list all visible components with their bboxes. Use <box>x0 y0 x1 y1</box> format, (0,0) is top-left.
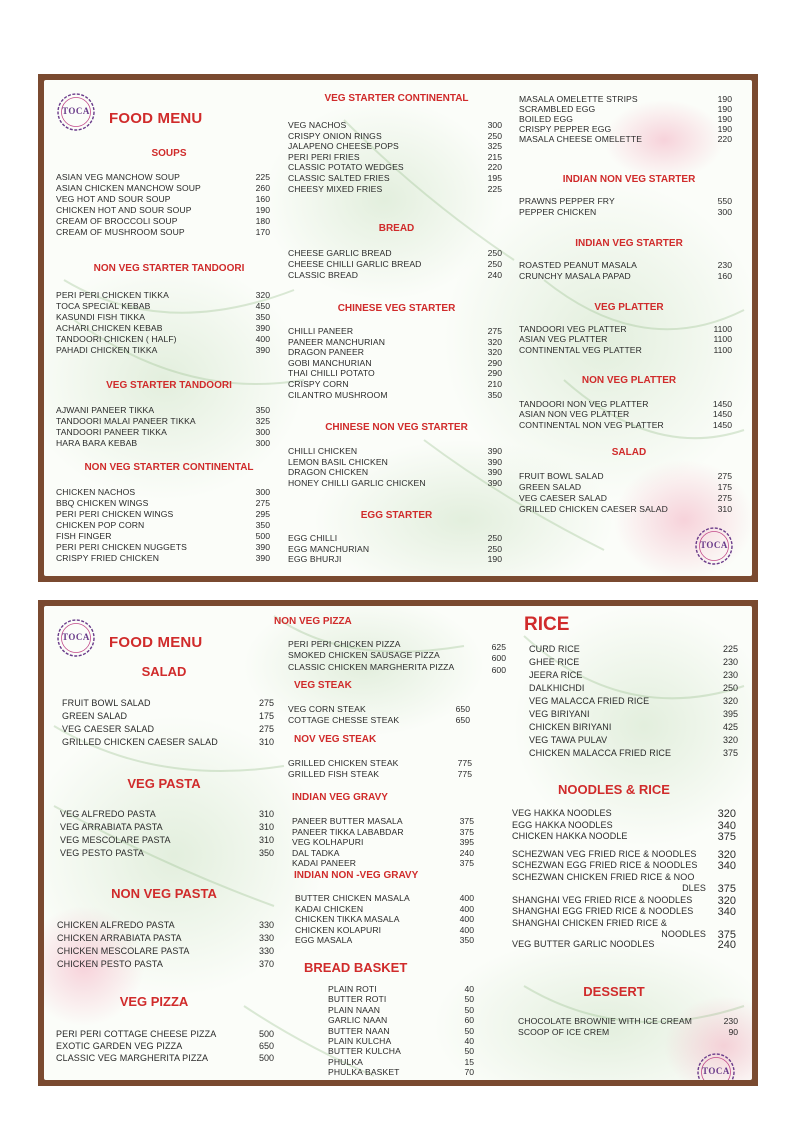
menu-item-price: 375 <box>459 826 474 837</box>
menu-item-price: 240 <box>717 939 736 952</box>
section-title: NON VEG STARTER CONTINENTAL <box>84 462 254 473</box>
menu-item-name: CILANTRO MUSHROOM <box>288 389 388 400</box>
section-title: VEG PASTA <box>127 776 201 791</box>
menu-item-price: 390 <box>255 553 270 563</box>
menu-item-price: 320 <box>722 735 738 745</box>
menu-item-name: VEG BIRIYANI <box>529 709 590 719</box>
menu-item-price: 250 <box>487 130 502 141</box>
menu-item-name: CHICKEN HOT AND SOUR SOUP <box>56 205 192 215</box>
menu-item-price: 225 <box>487 183 502 194</box>
menu-item-price: 340 <box>717 819 736 832</box>
menu-item-name: CLASSIC BREAD <box>288 270 359 280</box>
menu-item-price: 230 <box>723 1016 738 1026</box>
menu-item-name: PERI PERI FRIES <box>288 151 360 162</box>
menu-item-name: EGG HAKKA NOODLES <box>512 819 613 830</box>
menu-item-name: SHANGHAI VEG FRIED RICE & NOODLES <box>512 894 693 905</box>
menu-item-price: 170 <box>255 227 270 237</box>
menu-item-name: PANEER MANCHURIAN <box>288 336 386 347</box>
menu-item-price: 350 <box>459 935 474 946</box>
menu-item-price: 250 <box>722 683 738 693</box>
menu-item-price: 375 <box>722 748 738 758</box>
menu-item-price: 310 <box>258 822 274 832</box>
menu-item-name: ASIAN VEG MANCHOW SOUP <box>56 172 180 182</box>
menu-item-name: CONTINENTAL VEG PLATTER <box>519 344 642 355</box>
menu-item-name: SCHEZWAN EGG FRIED RICE & NOODLES <box>512 860 698 871</box>
menu-item-name: EGG BHURJI <box>288 554 342 565</box>
menu-item-name: CRISPY CORN <box>288 379 349 389</box>
menu-item-price: 220 <box>487 162 502 173</box>
menu-item-price: 295 <box>255 509 270 519</box>
menu-item-price: 400 <box>459 914 474 925</box>
menu-item-name: TANDOORI CHICKEN ( HALF) <box>56 334 177 344</box>
menu-item-name: KADAI PANEER <box>292 858 357 869</box>
menu-item-name: GREEN SALAD <box>62 711 128 721</box>
menu-item-price: 190 <box>717 94 732 104</box>
menu-item-price: 1450 <box>712 399 732 409</box>
section-title: SOUPS <box>151 148 187 159</box>
menu-item-price: 50 <box>464 1004 474 1015</box>
menu-item-name: AJWANI PANEER TIKKA <box>56 405 155 415</box>
menu-page-1-sheet <box>44 80 752 576</box>
menu-item-price: 190 <box>717 114 732 124</box>
menu-item-name: KADAI CHICKEN <box>295 903 364 914</box>
menu-item-price: 290 <box>487 357 502 368</box>
menu-item-name: MASALA OMELETTE STRIPS <box>519 94 638 104</box>
menu-item-price: 320 <box>722 696 738 706</box>
menu-item-name: JALAPENO CHEESE POPS <box>288 141 399 152</box>
menu-item-price: 390 <box>487 446 502 456</box>
menu-item-name: CHICKEN ARRABIATA PASTA <box>57 933 182 943</box>
menu-item-price: 370 <box>258 959 274 969</box>
menu-item-name: ROASTED PEANUT MASALA <box>519 260 637 270</box>
menu-item-price: 40 <box>464 1036 474 1046</box>
menu-item-name: PLAIN KULCHA <box>328 1036 392 1046</box>
menu-item-name: HONEY CHILLI GARLIC CHICKEN <box>288 477 426 488</box>
menu-item-price: 320 <box>487 347 502 358</box>
menu-item-name: GRILLED CHICKEN STEAK <box>288 758 399 768</box>
section-title: INDIAN VEG GRAVY <box>292 792 388 803</box>
menu-item-price: 550 <box>717 196 732 206</box>
menu-item-price: 160 <box>255 194 270 204</box>
menu-item-price: 330 <box>258 920 274 930</box>
menu-item-price: 275 <box>717 471 732 481</box>
menu-item-name: SMOKED CHICKEN SAUSAGE PIZZA <box>288 650 440 661</box>
menu-item-name: ACHARI CHICKEN KEBAB <box>56 323 163 333</box>
menu-item-price: 1100 <box>713 334 732 345</box>
menu-item-name: VEG HAKKA NOODLES <box>512 808 612 818</box>
menu-item-name: SHANGHAI CHICKEN FRIED RICE & <box>512 917 667 928</box>
menu-item-name: GOBI MANCHURIAN <box>288 357 372 368</box>
menu-item-price: 375 <box>717 831 736 844</box>
section-title: NON VEG STARTER TANDOORI <box>93 263 245 274</box>
menu-item-name: PERI PERI CHICKEN NUGGETS <box>56 542 187 552</box>
logo-text: TOCA <box>702 1066 730 1076</box>
menu-item-price: 350 <box>258 848 274 858</box>
menu-item-name: CLASSIC POTATO WEDGES <box>288 162 404 173</box>
menu-item-name: DAL TADKA <box>292 847 340 858</box>
menu-item-price: 325 <box>487 141 502 152</box>
menu-item-name: DRAGON CHICKEN <box>288 467 369 478</box>
menu-item-price: 310 <box>258 737 274 747</box>
menu-item-name: TOCA SPECIAL KEBAB <box>56 301 151 311</box>
menu-item-name: CHILLI PANEER <box>288 326 354 336</box>
menu-item-name: PEPPER CHICKEN <box>519 206 597 217</box>
menu-item-price: 350 <box>255 520 270 530</box>
menu-item-price: 325 <box>255 416 270 426</box>
menu-item-name: CRUNCHY MASALA PAPAD <box>519 270 631 281</box>
menu-item-name: BUTTER NAAN <box>328 1025 390 1036</box>
menu-item-name: CHEESE GARLIC BREAD <box>288 248 392 258</box>
menu-item-name: COTTAGE CHESSE STEAK <box>288 715 400 726</box>
menu-item-name: VEG CAESER SALAD <box>62 724 155 734</box>
menu-item-price: 220 <box>717 134 732 144</box>
menu-item-name: ASIAN CHICKEN MANCHOW SOUP <box>56 183 201 193</box>
menu-item-name: PANEER TIKKA LABABDAR <box>292 826 404 837</box>
menu-item-name: SCHEZWAN CHICKEN FRIED RICE & NOO <box>512 872 695 882</box>
menu-item-price: 450 <box>255 301 270 311</box>
section-title: INDIAN NON VEG STARTER <box>562 174 696 185</box>
menu-item-price: 190 <box>487 554 502 565</box>
menu-item-price: 275 <box>717 493 732 503</box>
section-title: VEG PIZZA <box>119 994 189 1009</box>
menu-page-1 <box>38 74 758 582</box>
menu-item-name: VEG CORN STEAK <box>288 704 366 714</box>
menu-item-price: 425 <box>722 722 738 732</box>
menu-item-name: VEG ARRABIATA PASTA <box>60 822 163 832</box>
section-title: BREAD <box>378 223 415 234</box>
menu-item-price: 310 <box>258 809 274 819</box>
section-title: NON VEG PASTA <box>111 886 217 901</box>
menu-item-name: CREAM OF MUSHROOM SOUP <box>56 227 185 237</box>
menu-item-name: PANEER BUTTER MASALA <box>292 816 403 826</box>
section-title: INDIAN NON -VEG GRAVY <box>294 870 419 881</box>
menu-item-name: BUTTER KULCHA <box>328 1046 401 1057</box>
menu-item-name: VEG MESCOLARE PASTA <box>60 835 171 845</box>
menu-item-name: VEG TAWA PULAV <box>529 735 608 745</box>
menu-item-name: TANDOORI NON VEG PLATTER <box>519 399 649 409</box>
menu-item-name: EGG MASALA <box>295 935 353 946</box>
menu-item-name: CHICKEN MESCOLARE PASTA <box>57 946 190 956</box>
menu-item-price: 390 <box>487 477 502 488</box>
menu-item-price: 775 <box>457 758 472 768</box>
menu-item-price: 300 <box>255 487 270 497</box>
menu-item-price: 225 <box>255 172 270 182</box>
section-title: RICE <box>524 614 570 635</box>
menu-item-price: 375 <box>717 928 736 941</box>
section-title: DESSERT <box>583 984 645 999</box>
section-title: BREAD BASKET <box>304 960 408 975</box>
menu-item-name: VEG PESTO PASTA <box>60 848 145 858</box>
menu-item-price: 395 <box>459 837 474 848</box>
menu-item-name: CRISPY PEPPER EGG <box>519 124 612 134</box>
menu-item-price: 275 <box>255 498 270 508</box>
menu-item-name: GRILLED FISH STEAK <box>288 769 380 780</box>
toca-logo-bottom <box>694 526 734 566</box>
menu-item-name: SCHEZWAN VEG FRIED RICE & NOODLES <box>512 848 697 859</box>
menu-item-price: 400 <box>459 903 474 914</box>
menu-item-price: 190 <box>717 124 732 134</box>
menu-item-name: THAI CHILLI POTATO <box>288 368 375 379</box>
menu-item-name: GRILLED CHICKEN CAESER SALAD <box>519 504 668 514</box>
menu-item-price: 290 <box>487 368 502 379</box>
menu-item-price: 1100 <box>713 344 732 355</box>
logo-text: TOCA <box>62 106 90 116</box>
menu-item-price: 500 <box>258 1029 274 1039</box>
menu-item-price: 350 <box>255 405 270 415</box>
section-title: SALAD <box>141 664 187 679</box>
menu-item-name: GRILLED CHICKEN CAESER SALAD <box>62 737 218 747</box>
menu-item-price: 300 <box>717 206 732 217</box>
menu-item-name: PHULKA <box>328 1056 363 1067</box>
menu-item-name: KASUNDI FISH TIKKA <box>56 312 146 322</box>
menu-item-name: CHICKEN NACHOS <box>56 487 136 497</box>
menu-item-price: 230 <box>722 657 738 667</box>
menu-item-name: BOILED EGG <box>519 114 574 124</box>
menu-item-name: VEG KOLHAPURI <box>292 837 364 848</box>
section-title: NON VEG PIZZA <box>274 616 352 627</box>
menu-item-price: 300 <box>255 427 270 437</box>
menu-item-name: GARLIC NAAN <box>328 1015 388 1026</box>
section-title: VEG PLATTER <box>594 302 664 313</box>
menu-item-name: TANDOORI VEG PLATTER <box>519 324 627 334</box>
menu-item-name: GREEN SALAD <box>519 482 582 492</box>
menu-item-name: CHICKEN ALFREDO PASTA <box>57 920 175 930</box>
menu-item-price: 175 <box>717 482 732 492</box>
menu-item-price: 275 <box>487 326 502 336</box>
menu-item-name: CHOCOLATE BROWNIE WITH ICE CREAM <box>518 1016 692 1026</box>
menu-item-price: 320 <box>717 808 736 820</box>
menu-item-price: 600 <box>491 664 506 675</box>
menu-item-price: 250 <box>487 533 502 543</box>
menu-item-price: 190 <box>717 104 732 114</box>
menu-item-price: 90 <box>728 1027 738 1037</box>
menu-item-name: TANDOORI MALAI PANEER TIKKA <box>56 416 196 426</box>
menu-item-price: 330 <box>258 933 274 943</box>
menu-item-price: 390 <box>255 542 270 552</box>
section-title: EGG STARTER <box>360 510 433 521</box>
menu-item-price: 775 <box>457 769 472 780</box>
menu-item-price: 395 <box>722 709 738 719</box>
menu-item-price: 250 <box>487 259 502 269</box>
menu-item-price: 390 <box>255 345 270 355</box>
menu-item-name: DALKHICHDI <box>529 683 585 693</box>
menu-item-name: ASIAN VEG PLATTER <box>519 334 608 345</box>
menu-item-name: GHEE RICE <box>529 657 580 667</box>
menu-item-price: 1100 <box>713 324 732 334</box>
menu-item-price: 175 <box>258 711 274 721</box>
menu-item-name: VEG ALFREDO PASTA <box>60 809 156 819</box>
menu-item-price: 625 <box>491 642 506 652</box>
menu-item-name-continued: NOODLES <box>661 928 706 939</box>
menu-title: FOOD MENU <box>109 634 203 651</box>
menu-item-price: 320 <box>717 894 736 907</box>
menu-item-name: CHILLI CHICKEN <box>288 446 358 456</box>
menu-item-price: 350 <box>255 312 270 322</box>
menu-item-name: CHICKEN POP CORN <box>56 520 145 530</box>
menu-item-price: 60 <box>464 1015 474 1026</box>
menu-item-price: 320 <box>255 290 270 300</box>
menu-item-price: 240 <box>459 847 474 858</box>
menu-item-name: SHANGHAI EGG FRIED RICE & NOODLES <box>512 906 694 917</box>
section-title: NOV VEG STEAK <box>294 734 377 745</box>
menu-item-name: ASIAN NON VEG PLATTER <box>519 409 630 420</box>
menu-item-name: CHEESY MIXED FRIES <box>288 183 383 194</box>
menu-item-name: CLASSIC VEG MARGHERITA PIZZA <box>56 1053 209 1063</box>
menu-item-price: 230 <box>722 670 738 680</box>
menu-item-price: 650 <box>258 1041 274 1051</box>
menu-item-price: 160 <box>717 270 732 281</box>
menu-item-name: MASALA CHEESE OMELETTE <box>519 134 643 144</box>
toca-logo <box>56 618 96 658</box>
menu-item-price: 180 <box>255 216 270 226</box>
menu-item-name: CHICKEN MALACCA FRIED RICE <box>529 748 672 758</box>
menu-item-name: CHICKEN BIRIYANI <box>529 722 612 732</box>
menu-item-name: BUTTER CHICKEN MASALA <box>295 893 410 903</box>
menu-item-price: 275 <box>258 698 274 708</box>
menu-item-name: LEMON BASIL CHICKEN <box>288 456 388 467</box>
menu-page-2 <box>38 600 758 1086</box>
menu-item-price: 215 <box>487 151 502 162</box>
menu-item-name: EGG MANCHURIAN <box>288 543 370 554</box>
menu-item-price: 330 <box>258 946 274 956</box>
menu-item-price: 210 <box>487 379 502 389</box>
menu-item-price: 300 <box>255 438 270 448</box>
section-title: VEG STEAK <box>294 680 352 691</box>
menu-item-name: CRISPY ONION RINGS <box>288 130 382 141</box>
menu-item-name: PLAIN ROTI <box>328 984 377 994</box>
menu-item-price: 650 <box>455 704 470 714</box>
menu-item-price: 320 <box>487 336 502 347</box>
menu-item-name: EXOTIC GARDEN VEG PIZZA <box>56 1041 183 1051</box>
menu-item-price: 230 <box>717 260 732 270</box>
toca-logo-bottom <box>696 1052 736 1080</box>
menu-item-price: 340 <box>717 906 736 919</box>
section-title: NON VEG PLATTER <box>581 375 677 386</box>
menu-item-price: 650 <box>455 715 470 726</box>
menu-item-price: 50 <box>464 1046 474 1057</box>
menu-item-name: PERI PERI CHICKEN TIKKA <box>56 290 169 300</box>
section-title: INDIAN VEG STARTER <box>575 238 683 249</box>
menu-item-name: CREAM OF BROCCOLI SOUP <box>56 216 178 226</box>
menu-item-price: 40 <box>464 984 474 994</box>
menu-item-price: 400 <box>255 334 270 344</box>
menu-item-price: 390 <box>255 323 270 333</box>
menu-item-price: 275 <box>258 724 274 734</box>
section-title: CHINESE NON VEG STARTER <box>325 422 468 433</box>
menu-item-price: 1450 <box>712 419 732 430</box>
menu-item-name: FRUIT BOWL SALAD <box>519 471 604 481</box>
logo-text: TOCA <box>62 632 90 642</box>
menu-item-price: 310 <box>717 504 732 514</box>
menu-item-name: CURD RICE <box>529 644 580 654</box>
menu-title: FOOD MENU <box>109 110 203 127</box>
menu-item-price: 310 <box>258 835 274 845</box>
menu-page-2-sheet <box>44 606 752 1080</box>
menu-item-name: CRISPY FRIED CHICKEN <box>56 553 160 563</box>
menu-item-name: CHICKEN HAKKA NOODLE <box>512 831 628 842</box>
menu-item-price: 260 <box>255 183 270 193</box>
menu-item-price: 70 <box>464 1067 474 1078</box>
section-title: CHINESE VEG STARTER <box>337 303 456 314</box>
menu-item-name: CLASSIC SALTED FRIES <box>288 173 390 183</box>
section-title: SALAD <box>611 447 647 458</box>
menu-item-price: 50 <box>464 1025 474 1036</box>
menu-item-name: TANDOORI PANEER TIKKA <box>56 427 167 437</box>
menu-item-name: VEG CAESER SALAD <box>519 493 608 503</box>
menu-item-name: JEERA RICE <box>529 670 583 680</box>
menu-item-name: FISH FINGER <box>56 531 112 541</box>
menu-item-name: HARA BARA KEBAB <box>56 438 138 448</box>
menu-item-price: 15 <box>464 1056 474 1067</box>
menu-item-name: VEG HOT AND SOUR SOUP <box>56 194 171 204</box>
menu-item-price: 340 <box>717 860 736 873</box>
section-title: NOODLES & RICE <box>558 782 670 797</box>
logo-text: TOCA <box>700 540 728 550</box>
menu-item-price: 350 <box>487 389 502 400</box>
menu-item-name: SCOOP OF ICE CREM <box>518 1027 610 1037</box>
menu-item-name: CHICKEN TIKKA MASALA <box>295 914 400 925</box>
section-title: VEG STARTER TANDOORI <box>106 380 232 391</box>
menu-item-name-continued: DLES <box>682 883 706 893</box>
menu-item-price: 240 <box>487 270 502 280</box>
menu-item-name: BUTTER ROTI <box>328 994 387 1005</box>
menu-item-price: 190 <box>255 205 270 215</box>
menu-item-price: 400 <box>459 924 474 935</box>
menu-item-price: 320 <box>717 848 736 861</box>
menu-item-name: CONTINENTAL NON VEG PLATTER <box>519 419 664 430</box>
menu-item-price: 250 <box>487 543 502 554</box>
menu-item-name: PHULKA BASKET <box>328 1067 400 1078</box>
menu-item-name: CHICKEN PESTO PASTA <box>57 959 163 969</box>
menu-item-name: DRAGON PANEER <box>288 347 365 358</box>
menu-item-name: PERI PERI CHICKEN PIZZA <box>288 639 401 649</box>
menu-item-price: 390 <box>487 456 502 467</box>
menu-item-name: PERI PERI CHICKEN WINGS <box>56 509 174 519</box>
menu-item-name: PAHADI CHICKEN TIKKA <box>56 345 158 355</box>
menu-item-name: VEG NACHOS <box>288 120 347 130</box>
menu-item-price: 225 <box>722 644 738 654</box>
menu-item-price: 400 <box>459 893 474 903</box>
menu-item-price: 390 <box>487 467 502 478</box>
menu-item-name: CLASSIC CHICKEN MARGHERITA PIZZA <box>288 661 455 672</box>
menu-item-name: SCRAMBLED EGG <box>519 104 596 114</box>
menu-item-price: 375 <box>459 816 474 826</box>
menu-item-name: PLAIN NAAN <box>328 1004 381 1015</box>
menu-item-name: VEG BUTTER GARLIC NOODLES <box>512 939 655 950</box>
toca-logo <box>56 92 96 132</box>
menu-item-price: 1450 <box>712 409 732 420</box>
menu-item-name: VEG MALACCA FRIED RICE <box>529 696 650 706</box>
menu-item-price: 195 <box>487 173 502 183</box>
menu-item-name: PERI PERI COTTAGE CHEESE PIZZA <box>56 1029 217 1039</box>
menu-item-price: 600 <box>491 653 506 664</box>
menu-item-price: 375 <box>717 883 736 895</box>
menu-item-name: PRAWNS PEPPER FRY <box>519 196 615 206</box>
menu-item-name: FRUIT BOWL SALAD <box>62 698 151 708</box>
menu-item-price: 500 <box>255 531 270 541</box>
section-title: VEG STARTER CONTINENTAL <box>324 93 469 104</box>
menu-item-name: BBQ CHICKEN WINGS <box>56 498 149 508</box>
menu-item-price: 250 <box>487 248 502 258</box>
menu-item-name: EGG CHILLI <box>288 533 338 543</box>
menu-item-name: CHEESE CHILLI GARLIC BREAD <box>288 259 422 269</box>
menu-item-price: 375 <box>459 858 474 869</box>
menu-item-name: CHICKEN KOLAPURI <box>295 924 382 935</box>
menu-item-price: 300 <box>487 120 502 130</box>
menu-item-price: 50 <box>464 994 474 1005</box>
menu-item-price: 500 <box>258 1053 274 1063</box>
